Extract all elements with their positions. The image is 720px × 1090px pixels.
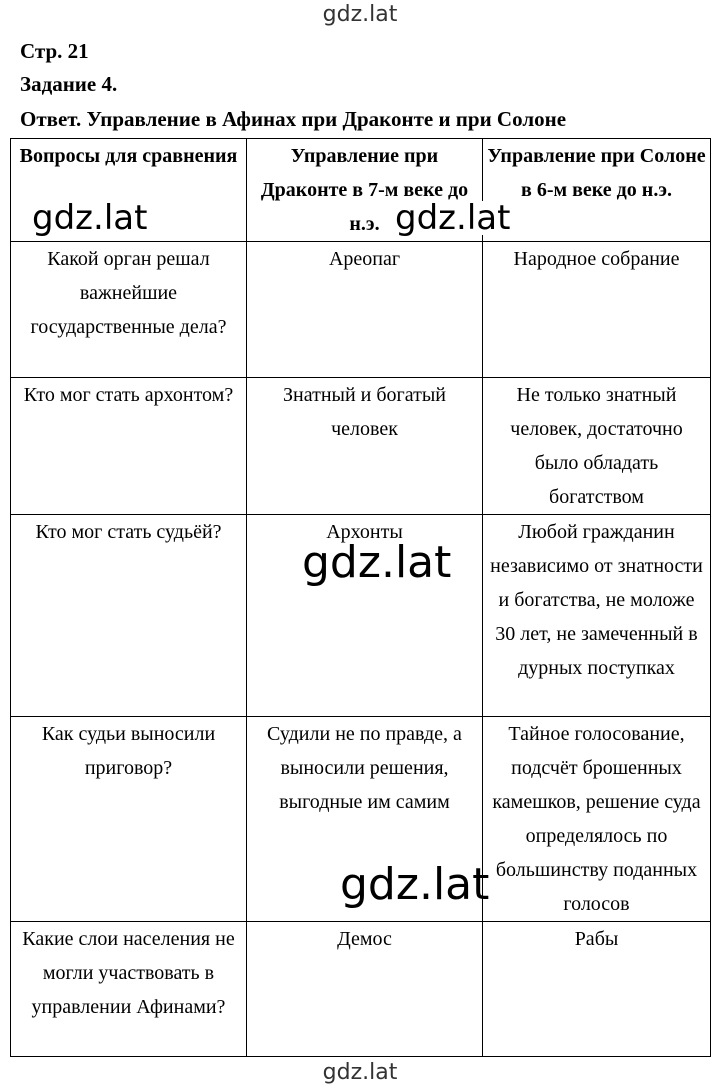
- header-questions: Вопросы для сравнения: [11, 139, 247, 242]
- watermark-bottom: gdz.lat: [322, 1060, 398, 1085]
- solon-cell: Народное собрание: [483, 242, 711, 378]
- watermark-overlay: gdz.lat: [302, 537, 452, 588]
- draco-cell: Архонты: [247, 515, 483, 717]
- question-cell: Какие слои населения не могли участвовать в управлении Афинами?: [11, 922, 247, 1057]
- solon-cell: Любой гражданин независимо от знатности и богатства, не моложе 30 лет, не замеченный в дурных поступках: [483, 515, 711, 717]
- table-row: [11, 242, 711, 378]
- header-solon: Управление при Солоне в 6-м веке до н.э.: [483, 139, 711, 242]
- question-cell: Какой орган решал важнейшие государственные дела?: [11, 242, 247, 378]
- watermark-overlay: gdz.lat: [340, 859, 490, 910]
- solon-cell: Рабы: [483, 922, 711, 1057]
- question-cell: Кто мог стать судьёй?: [11, 515, 247, 717]
- table-row: [11, 378, 711, 515]
- watermark-overlay: gdz.lat: [395, 198, 511, 238]
- question-cell: Как судьи выносили приговор?: [11, 717, 247, 922]
- question-cell: Кто мог стать архонтом?: [11, 378, 247, 515]
- draco-cell: Судили не по правде, а выносили решения, выгодные им самим: [247, 717, 483, 922]
- watermark-top: gdz.lat: [322, 2, 398, 27]
- answer-title: Ответ. Управление в Афинах при Драконте и при Солоне: [20, 107, 567, 131]
- draco-cell: Знатный и богатый человек: [247, 378, 483, 515]
- table-row: [11, 922, 711, 1057]
- solon-cell: Не только знатный человек, достаточно было обладать богатством: [483, 378, 711, 515]
- draco-cell: Демос: [247, 922, 483, 1057]
- solon-cell: Тайное голосование, подсчёт брошенных камешков, решение суда определялось по большинству поданных голосов: [483, 717, 711, 922]
- draco-cell: Ареопаг: [247, 242, 483, 378]
- comparison-table: [10, 138, 711, 1057]
- watermark-overlay: gdz.lat: [32, 198, 148, 238]
- task-number: Задание 4.: [20, 72, 118, 96]
- page-number: Стр. 21: [20, 39, 89, 63]
- header-draco: Управление при Драконте в 7-м веке до н.э.: [247, 139, 483, 242]
